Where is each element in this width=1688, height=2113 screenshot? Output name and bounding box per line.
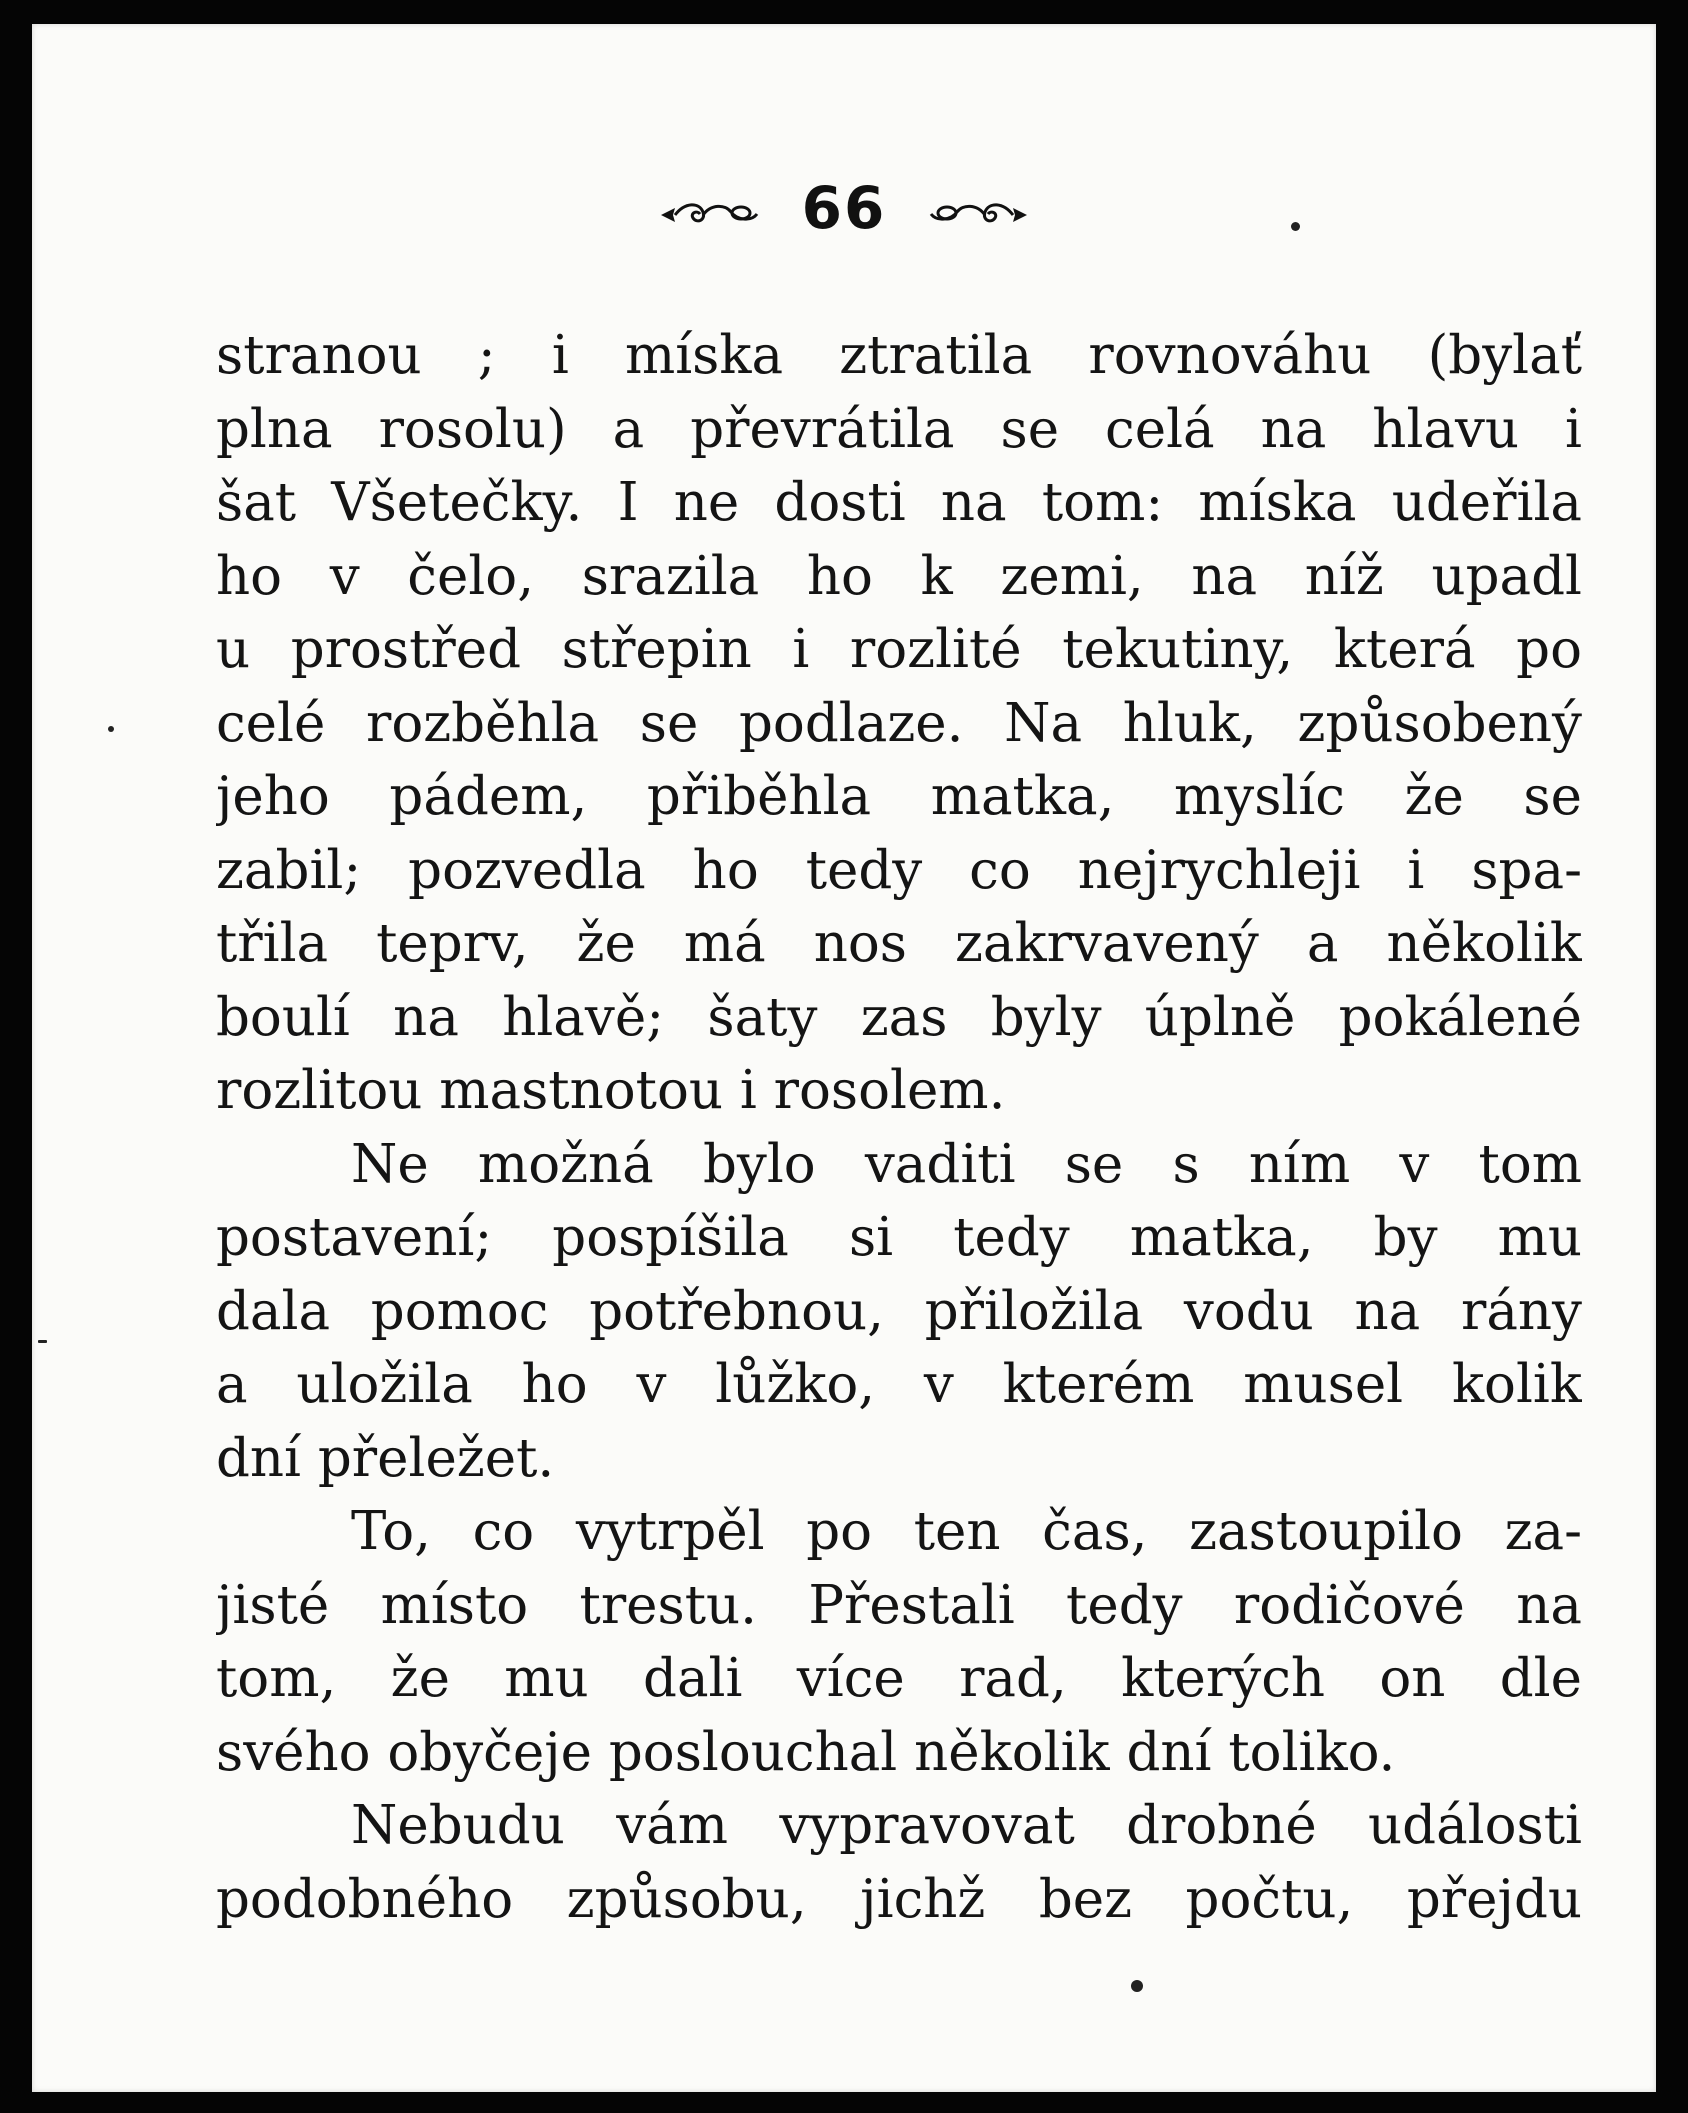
ink-speck [1131,1980,1143,1992]
text-line: a uložila ho v lůžko, v kterém musel kolik [216,1354,1582,1415]
text-line: třila teprv, že má nos zakrvavený a několik [216,913,1582,974]
text-line: u prostřed střepin i rozlité tekutiny, která po [216,619,1582,680]
text-line: rozlitou mastnotou i rosolem. [216,1060,1006,1121]
text-line: jisté místo trestu. Přestali tedy rodičové na [216,1574,1582,1636]
text-line: dní přeležet. [216,1427,555,1489]
ink-speck [108,726,114,732]
right-ornament-icon [929,178,1029,246]
body-text [216,319,1582,1936]
text-line: tom, že mu dali více rad, kterých on dle [216,1648,1582,1709]
text-line: plna rosolu) a převrátila se celá na hlavu i [216,398,1582,460]
text-line: To, co vytrpěl po ten čas, zastoupilo za- [351,1501,1582,1562]
text-line: dala pomoc potřebnou, přiložila vodu na rány [216,1280,1582,1342]
left-ornament-icon [659,178,759,246]
text-line: stranou ; i míska ztratila rovnováhu (bylať [216,325,1582,386]
ink-speck [1291,222,1300,231]
text-line: boulí na hlavě; šaty zas byly úplně pokálené [216,986,1582,1048]
text-line: svého obyčeje poslouchal několik dní toliko. [216,1721,1396,1783]
text-line: podobného způsobu, jichž bez počtu, přejdu [216,1868,1582,1930]
book-page [32,24,1656,2092]
text-line: postavení; pospíšila si tedy matka, by mu [216,1207,1582,1268]
text-line: zabil; pozvedla ho tedy co nejrychleji i spa- [216,839,1582,901]
page-number: 66 [801,174,887,242]
text-line: celé rozběhla se podlaze. Na hluk, způsobený [216,692,1582,754]
text-line: Nebudu vám vypravovat drobné události [351,1795,1582,1856]
text-line: Ne možná bylo vaditi se s ním v tom [351,1133,1582,1195]
text-line: šat Všetečky. I ne dosti na tom: míska udeřila [216,472,1582,533]
page-header [32,174,1656,246]
ink-speck [38,1340,47,1343]
text-line: ho v čelo, srazila ho k zemi, na níž upadl [216,545,1582,607]
text-line: jeho pádem, přiběhla matka, myslíc že se [216,766,1582,827]
